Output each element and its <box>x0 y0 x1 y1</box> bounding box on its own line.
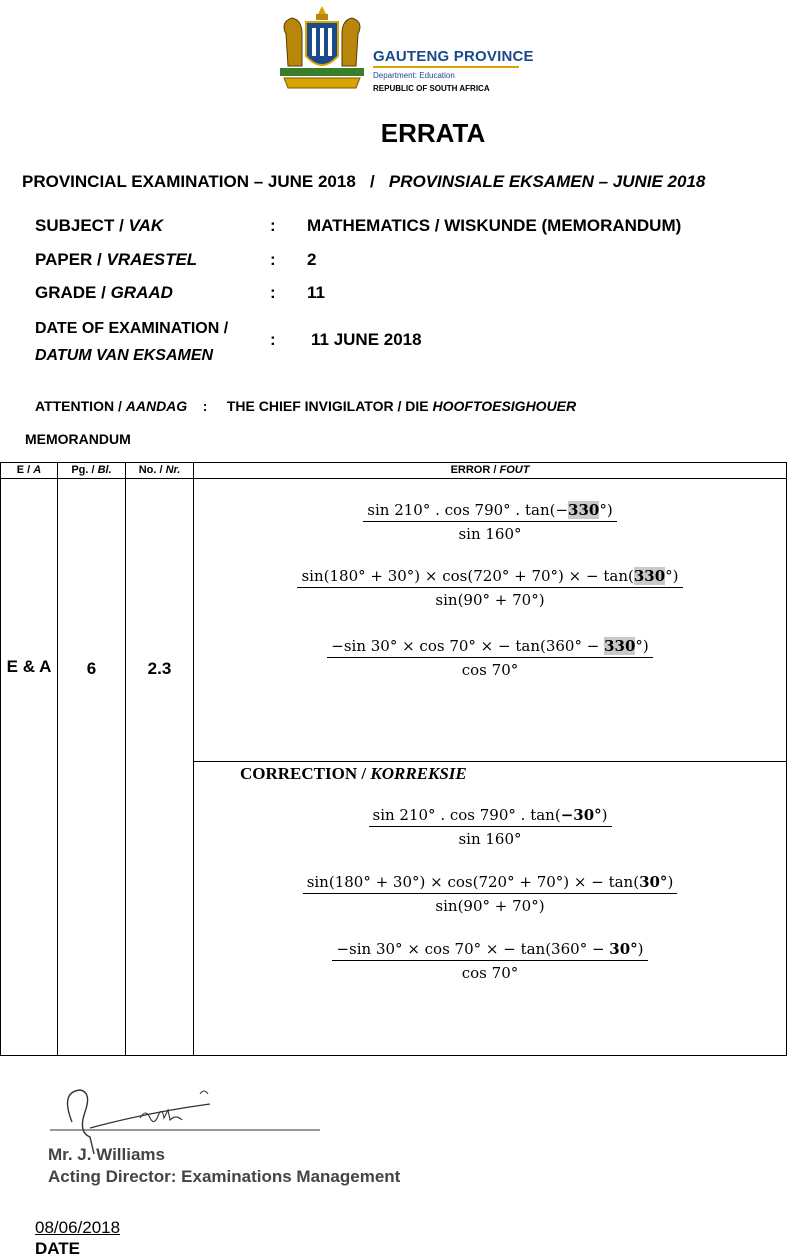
exam-line-af: PROVINSIALE EKSAMEN – JUNIE 2018 <box>388 172 706 191</box>
attention-line <box>35 398 576 414</box>
paper-label: PAPER / <box>35 250 102 269</box>
signatory-title: Acting Director: Examinations Management <box>48 1167 401 1186</box>
attention-value: THE CHIEF INVIGILATOR / DIE <box>226 398 429 414</box>
grade-label-af: GRAAD <box>110 283 173 302</box>
correction-fraction-2: $\frac{\sin(180^\circ + 30^\circ) \times \cos(720^\circ + 70^\circ) \times - \tan(30^\circ)}{\sin(90^\circ + 70^\circ)}$ <box>194 873 786 915</box>
subject-value: MATHEMATICS / WISKUNDE (MEMORANDUM) <box>307 216 682 235</box>
header-no: No. / Nr. <box>125 462 194 479</box>
date-label: DATE OF EXAMINATION / <box>35 320 229 337</box>
errata-table <box>0 462 787 1056</box>
correction-fraction-3: $\frac{-\sin 30^\circ \times \cos 70^\circ \times - \tan(360^\circ - 30^\circ)}{\cos 70^\circ}$ <box>194 940 786 982</box>
memorandum-label: MEMORANDUM <box>25 431 131 447</box>
correction-title: CORRECTION / KORREKSIE <box>240 764 467 783</box>
paper-colon: : <box>270 250 276 269</box>
date-label-af: DATUM VAN EKSAMEN <box>35 347 214 364</box>
grade-colon: : <box>270 283 276 302</box>
paper-label-af: VRAESTEL <box>106 250 198 269</box>
no-value: 2.3 <box>147 659 172 678</box>
date-label: DATE <box>35 1239 81 1258</box>
page-title: ERRATA <box>380 118 486 148</box>
error-fraction-1: $\frac{\sin 210^\circ . \cos 790^\circ . \tan(-330^\circ)}{\sin 160^\circ}$ <box>194 501 786 543</box>
signatory-name: Mr. J. Williams <box>48 1145 165 1164</box>
attention-colon: : <box>202 398 208 414</box>
exam-line <box>22 172 705 192</box>
department-name: Department: Education <box>373 71 455 80</box>
header-error: ERROR / FOUT <box>193 462 787 479</box>
subject-label-af: VAK <box>128 216 164 235</box>
cell-no <box>125 478 194 1056</box>
paper-value: 2 <box>307 250 317 269</box>
correction-fraction-1: $\frac{\sin 210^\circ . \cos 790^\circ . \tan(-30^\circ)}{\sin 160^\circ}$ <box>194 806 786 848</box>
date-colon: : <box>270 330 276 349</box>
cell-pg <box>57 478 126 1056</box>
attention-label: ATTENTION / <box>35 398 122 414</box>
ea-value: E & A <box>6 657 52 676</box>
header-ea: E / A <box>0 462 58 479</box>
grade-value: 11 <box>307 283 325 302</box>
pg-value: 6 <box>86 659 97 678</box>
subject-colon: : <box>270 216 276 235</box>
subject-label: SUBJECT / <box>35 216 124 235</box>
error-fraction-2: $\frac{\sin(180^\circ + 30^\circ) \times \cos(720^\circ + 70^\circ) \times - \tan(330^\circ)}{\sin(90^\circ + 70^\circ)}$ <box>194 567 786 609</box>
exam-line-sep: / <box>369 172 375 191</box>
grade-label: GRADE / <box>35 283 106 302</box>
cell-correction <box>193 761 787 1056</box>
attention-value-af: HOOFTOESIGHOUER <box>432 398 577 414</box>
gauteng-crest-icon <box>272 4 372 96</box>
province-underline <box>373 66 519 68</box>
error-fraction-3: $\frac{-\sin 30^\circ \times \cos 70^\circ \times - \tan(360^\circ - 330^\circ)}{\cos 70^\circ}$ <box>194 637 786 679</box>
cell-error <box>193 478 787 762</box>
date-value: 11 JUNE 2018 <box>311 330 422 349</box>
header-pg: Pg. / Bl. <box>57 462 126 479</box>
exam-line-en: PROVINCIAL EXAMINATION – JUNE 2018 <box>22 172 356 191</box>
signature-date: 08/06/2018 <box>35 1218 121 1237</box>
cell-ea <box>0 478 58 1056</box>
attention-label-af: AANDAG <box>125 398 188 414</box>
republic-name: REPUBLIC OF SOUTH AFRICA <box>373 84 490 93</box>
province-name: GAUTENG PROVINCE <box>373 48 534 65</box>
